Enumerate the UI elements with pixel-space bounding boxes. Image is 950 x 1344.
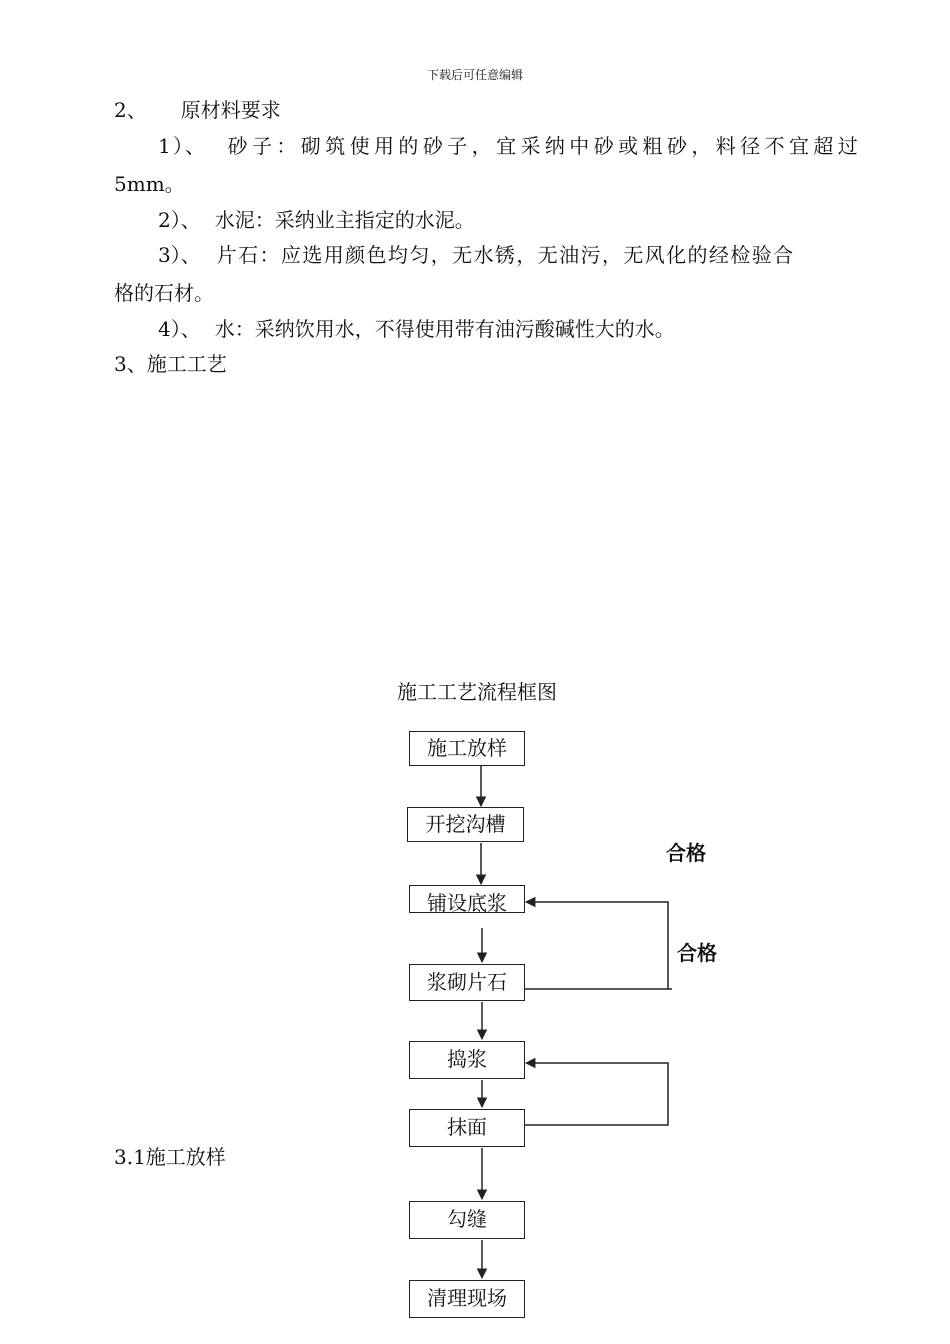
step-box-1: 施工放样 [409, 731, 525, 766]
step-box-4: 浆砌片石 [409, 964, 525, 1001]
section-3-1-heading: 3.1施工放样 [114, 1145, 226, 1169]
item-3-number: 3）、 [158, 243, 201, 267]
loop-arrow-2 [525, 1063, 668, 1125]
item-1-number: 1）、 [158, 134, 208, 158]
item-1-line-2: 5mm。 [114, 172, 185, 196]
step-box-8: 清理现场 [409, 1280, 525, 1318]
item-4-text: 水：采纳饮用水，不得使用带有油污酸碱性大的水。 [214, 317, 675, 341]
flowchart-title: 施工工艺流程框图 [397, 680, 557, 704]
step-box-6: 抹面 [409, 1109, 525, 1147]
section-2-number: 2、 [114, 98, 147, 122]
loop-label-2: 合格 [677, 941, 717, 965]
section-2-title: 原材料要求 [180, 98, 281, 122]
item-1-text: 砂子：砌筑使用的砂子，宜采纳中砂或粗砂，料径不宜超过 [225, 134, 860, 158]
item-2-number: 2）、 [158, 208, 201, 232]
section-3-heading: 3、施工工艺 [114, 352, 227, 376]
step-box-3: 铺设底浆 [409, 885, 525, 913]
step-box-2: 开挖沟槽 [407, 807, 524, 842]
item-2-text: 水泥：采纳业主指定的水泥。 [214, 208, 475, 232]
item-4-number: 4）、 [158, 317, 201, 341]
item-3-text: 片石：应选用颜色均匀，无水锈，无油污，无风化的经检验合 [216, 243, 795, 267]
loop-label-1: 合格 [666, 841, 706, 865]
step-box-5: 捣浆 [409, 1041, 525, 1079]
page-header: 下载后可任意编辑 [426, 68, 523, 82]
loop-arrow-1 [525, 902, 668, 989]
item-3-line-2: 格的石材。 [114, 281, 214, 305]
step-box-7: 勾缝 [409, 1201, 525, 1239]
